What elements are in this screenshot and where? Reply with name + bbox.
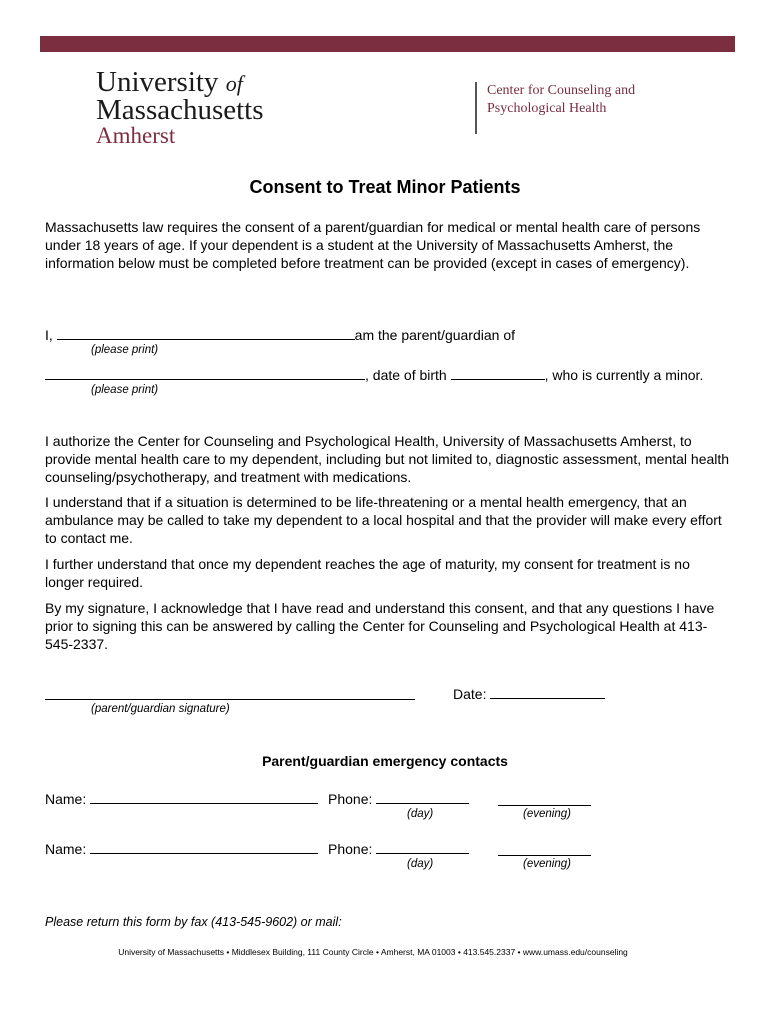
maturity-paragraph: I further understand that once my dependent reaches the age of maturity, my consent for treatment is no longer required.: [45, 556, 690, 590]
center-name: [487, 82, 687, 118]
authorize-paragraph: I authorize the Center for Counseling and Psychological Health, University of Massachusetts Amherst, to provide mental health care to my dependent, including but not limited to, diagnostic assessment, mental health counseling/psychotherapy, and treatment with medications.: [45, 433, 730, 485]
name-label-2: Name:: [45, 841, 87, 857]
logo-amherst: Amherst: [96, 123, 176, 148]
parent-guardian-of-label: am the parent/guardian of: [354, 327, 516, 343]
evening-phone-field-1[interactable]: [498, 792, 591, 806]
dob-label: , date of birth: [365, 367, 447, 383]
page-title: Consent to Treat Minor Patients: [249, 177, 521, 197]
logo-line1: University: [96, 66, 219, 98]
logo-of: of: [225, 71, 243, 96]
contact-row-2: [45, 840, 318, 858]
please-print-note-2: (please print): [91, 384, 159, 396]
day-note-2: (day): [407, 858, 434, 870]
dob-field[interactable]: [451, 366, 545, 380]
evening-note-2: (evening): [523, 858, 571, 870]
acknowledge-paragraph: By my signature, I acknowledge that I have read and understand this consent, and that any questions I have prior to signing this can be answered by calling the Center for Counseling and Psychological Health at 413-545-2337.: [45, 600, 715, 652]
dependent-row: [45, 366, 703, 384]
day-phone-field-1[interactable]: [376, 790, 469, 804]
phone-label-2: Phone:: [328, 841, 373, 857]
phone-row-1: [328, 790, 469, 808]
center-name-line1: Center for Counseling and: [487, 83, 636, 98]
guardian-name-row: [45, 326, 515, 344]
header-divider: [475, 82, 477, 134]
contact-name-field-1[interactable]: [90, 790, 318, 804]
intro-paragraph: Massachusetts law requires the consent of a parent/guardian for medical or mental health care of persons under 18 years of age. If your dependent is a student at the University of Massachusetts Amherst, the information below must be completed before treatment can be provided (except in cases of emergency).: [45, 219, 701, 271]
day-note-1: (day): [407, 808, 434, 820]
evening-note-1: (evening): [523, 808, 571, 820]
name-label-1: Name:: [45, 791, 87, 807]
dependent-name-field[interactable]: [45, 366, 365, 380]
date-row: [453, 685, 605, 703]
phone-row-2: [328, 840, 469, 858]
minor-label: , who is currently a minor.: [544, 367, 704, 383]
signature-field[interactable]: [45, 686, 415, 700]
logo-massachusetts: Massachusetts: [96, 94, 264, 126]
guardian-name-field[interactable]: [57, 326, 355, 340]
contact-name-field-2[interactable]: [90, 840, 318, 854]
contact-row-1: [45, 790, 318, 808]
return-instructions: Please return this form by fax (413-545-9602) or mail:: [45, 915, 342, 929]
header-bar: [40, 36, 735, 52]
evening-phone-field-2[interactable]: [498, 842, 591, 856]
phone-label-1: Phone:: [328, 791, 373, 807]
signature-note: (parent/guardian signature): [91, 703, 230, 715]
emergency-paragraph: I understand that if a situation is determined to be life-threatening or a mental health emergency, that an ambulance may be called to take my dependent to a local hospital and that the provider will make every effort to contact me.: [45, 494, 722, 546]
center-name-line2: Psychological Health: [487, 101, 607, 116]
day-phone-field-2[interactable]: [376, 840, 469, 854]
date-field[interactable]: [490, 685, 605, 699]
date-label: Date:: [453, 686, 487, 702]
please-print-note-1: (please print): [91, 344, 159, 356]
footer-address: University of Massachusetts • Middlesex Building, 111 County Circle • Amherst, MA 01003 • 413.545.2337 • www.umass.edu/counseling: [118, 947, 628, 957]
emergency-contacts-heading: Parent/guardian emergency contacts: [262, 753, 508, 769]
i-label: I,: [45, 327, 53, 343]
